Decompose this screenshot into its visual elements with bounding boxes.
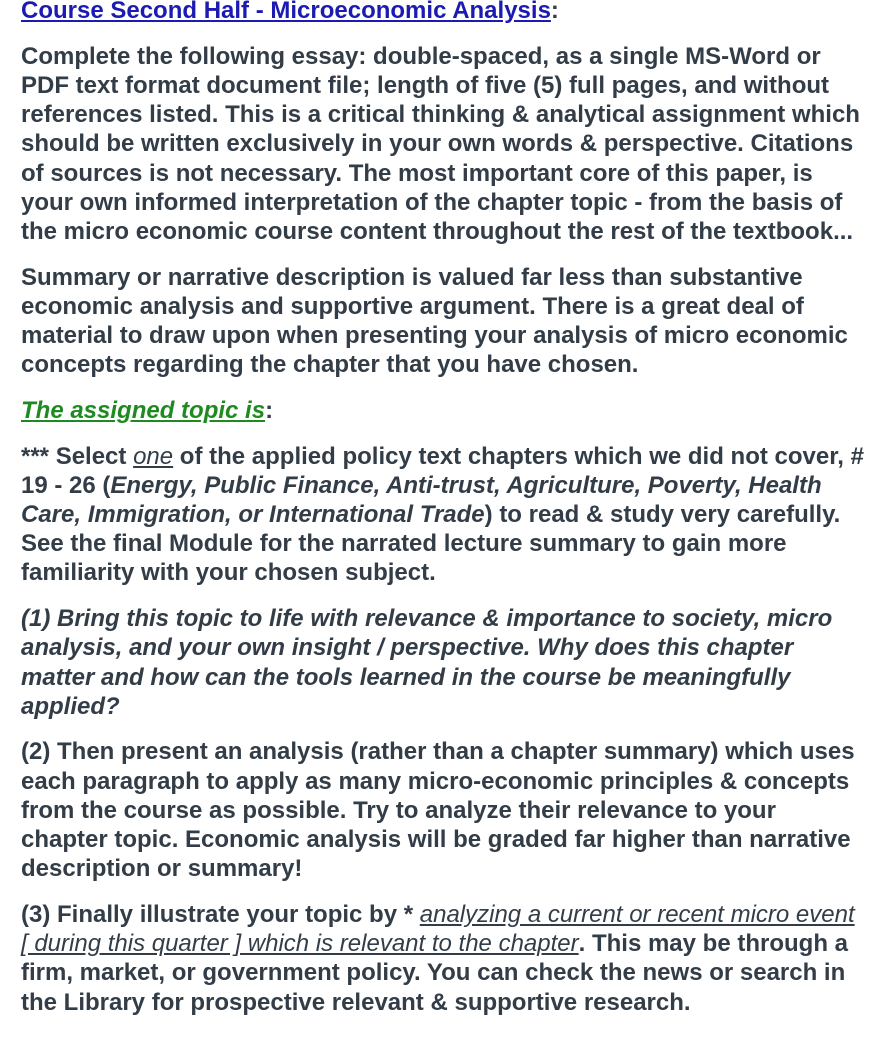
step-3-prefix: (3) Finally illustrate your topic by *: [21, 900, 420, 928]
select-suffix: ) to read & study very carefully. See the final Module for the narrated lecture summary to gain more familiarity with your chosen subject.: [21, 501, 841, 587]
step-3-paragraph: [21, 900, 866, 1017]
select-chapter-paragraph: [21, 442, 866, 588]
assigned-topic-link[interactable]: The assigned topic is: [21, 396, 266, 424]
instructions-paragraph: Complete the following essay: double-spaced, as a single MS-Word or PDF text format document file; length of five (5) full pages, and without references listed. This is a critical thinking & analytical assignment which should be written exclusively in your own words & perspective. Citations of sources is not necessary. The most important core of this paper, is your own informed interpretation of the chapter topic - from the basis of the micro economic course content throughout the rest of the textbook...: [21, 42, 860, 245]
summary-paragraph: Summary or narrative description is valued far less than substantive economic analysis and supportive argument. There is a great deal of material to draw upon when presenting your analysis of micro economic concepts regarding the chapter that you have chosen.: [21, 263, 848, 379]
step-3-emphasis: analyzing a current or recent micro event [ during this quarter ] which is relevant to the chapter: [21, 900, 855, 958]
page-heading: [21, 0, 866, 25]
select-prefix: *** Select: [21, 442, 134, 470]
one-emphasis: one: [133, 442, 174, 470]
step-3-suffix: . This may be through a firm, market, or government policy. You can check the news or search in the Library for prospective relevant & supportive research.: [21, 930, 848, 1016]
step-1-paragraph: (1) Bring this topic to life with relevance & importance to society, micro analysis, and your own insight / perspective. Why does this chapter matter and how can the tools learned in the course be meaningfully applied?: [21, 605, 833, 720]
document-body: [21, 0, 866, 1033]
assigned-colon: :: [265, 396, 274, 424]
select-middle: of the applied policy text chapters which we did not cover, # 19 - 26 (: [21, 442, 864, 499]
chapter-topics: Energy, Public Finance, Anti-trust, Agriculture, Poverty, Health Care, Immigration, or International Trade: [21, 471, 822, 529]
course-title-link[interactable]: Course Second Half - Microeconomic Analysis: [21, 0, 551, 24]
heading-colon: :: [550, 0, 559, 24]
assigned-topic-heading: [21, 396, 866, 425]
step-2-paragraph: (2) Then present an analysis (rather than a chapter summary) which uses each paragraph to apply as many micro-economic principles & concepts from the course as possible. Try to analyze their relevance to your chapter topic. Economic analysis will be graded far higher than narrative description or summary!: [21, 738, 855, 883]
